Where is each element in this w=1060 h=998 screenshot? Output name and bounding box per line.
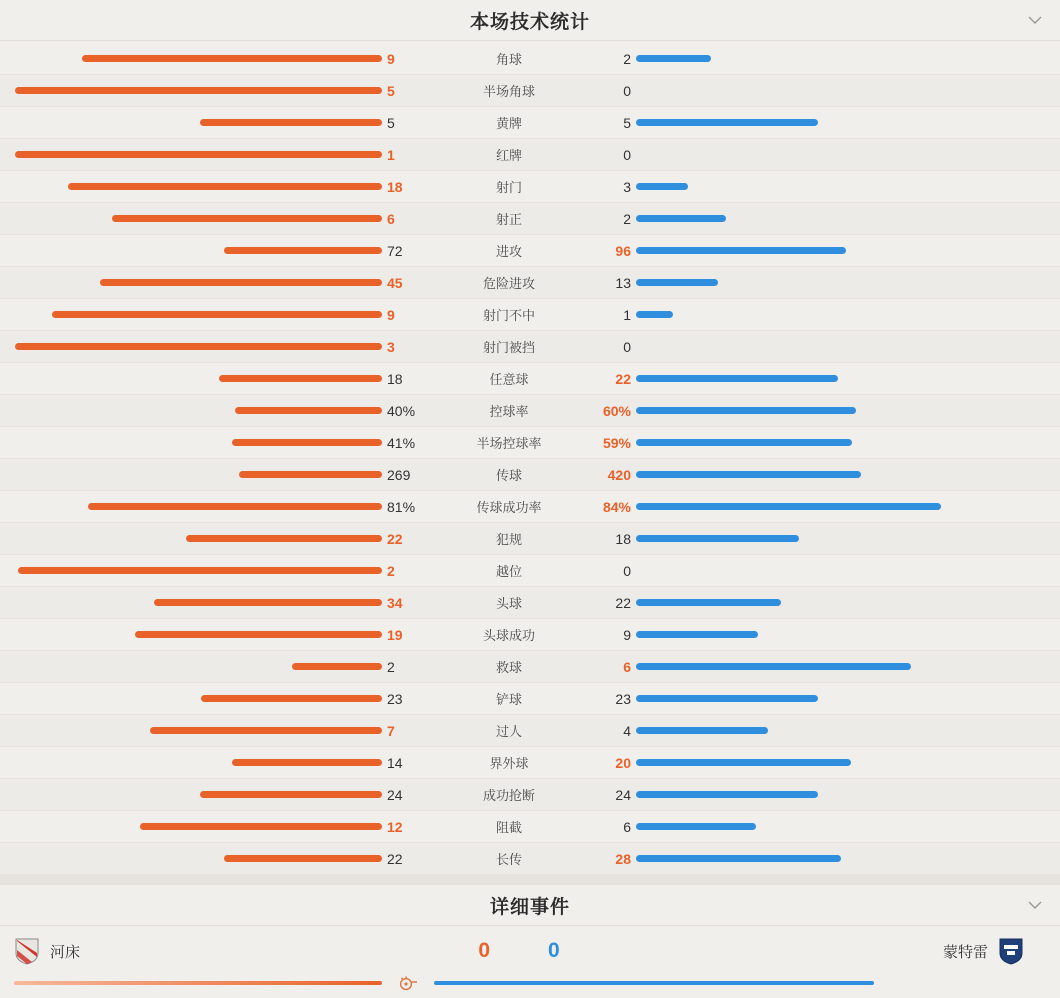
home-bar-cell — [0, 695, 382, 702]
stat-label: 铲球 — [495, 692, 522, 707]
home-value: 45 — [387, 274, 403, 291]
home-value: 19 — [387, 626, 403, 643]
stat-label: 红牌 — [495, 148, 522, 163]
home-bar-cell — [0, 471, 382, 478]
stat-row — [0, 43, 1060, 75]
away-value: 6 — [623, 818, 631, 835]
away-bar-cell — [636, 247, 1060, 254]
stat-row — [0, 299, 1060, 331]
home-bar-cell — [0, 567, 382, 574]
away-value: 28 — [615, 850, 631, 867]
away-bar — [636, 407, 856, 414]
stat-label: 头球成功 — [482, 628, 535, 643]
away-team[interactable] — [594, 937, 1024, 965]
home-bar — [154, 599, 382, 606]
home-bar — [201, 695, 382, 702]
away-bar-cell — [636, 631, 1060, 638]
home-value: 34 — [387, 594, 403, 611]
home-bar-cell — [0, 87, 382, 94]
home-bar — [52, 311, 382, 318]
away-bar — [636, 791, 818, 798]
away-bar-cell — [636, 375, 1060, 382]
home-bar — [224, 247, 382, 254]
stat-label: 越位 — [495, 564, 522, 579]
away-value: 18 — [615, 530, 631, 547]
away-bar — [636, 759, 851, 766]
away-value: 96 — [615, 242, 631, 259]
home-bar-cell — [0, 407, 382, 414]
stat-row — [0, 203, 1060, 235]
home-value: 5 — [387, 114, 395, 131]
away-value: 20 — [615, 754, 631, 771]
away-bar-cell — [636, 727, 1060, 734]
stat-row — [0, 715, 1060, 747]
home-value: 7 — [387, 722, 395, 739]
stat-row — [0, 75, 1060, 107]
away-bar — [636, 375, 838, 382]
stat-label: 射门 — [495, 180, 522, 195]
home-value: 1 — [387, 146, 395, 163]
away-value: 24 — [615, 786, 631, 803]
home-value: 24 — [387, 786, 403, 803]
away-bar — [636, 599, 781, 606]
home-bar-cell — [0, 183, 382, 190]
home-bar-cell — [0, 535, 382, 542]
stat-row — [0, 363, 1060, 395]
stat-label: 救球 — [495, 660, 522, 675]
away-bar-cell — [636, 407, 1060, 414]
home-bar — [135, 631, 382, 638]
away-bar — [636, 119, 818, 126]
page-title: 本场技术统计 — [469, 11, 590, 33]
stat-label: 犯规 — [495, 532, 522, 547]
home-bar — [100, 279, 382, 286]
home-value: 14 — [387, 754, 403, 771]
away-bar-cell — [636, 439, 1060, 446]
away-bar — [636, 535, 799, 542]
chevron-down-icon[interactable] — [1026, 11, 1044, 29]
home-bar-cell — [0, 375, 382, 382]
away-bar — [636, 631, 758, 638]
away-bar-cell — [636, 855, 1060, 862]
home-bar-cell — [0, 279, 382, 286]
away-value: 0 — [623, 82, 631, 99]
stat-row — [0, 171, 1060, 203]
home-bar — [18, 567, 382, 574]
home-bar-cell — [0, 119, 382, 126]
home-bar — [186, 535, 382, 542]
home-bar — [219, 375, 382, 382]
home-bar-cell — [0, 439, 382, 446]
home-bar-cell — [0, 503, 382, 510]
stat-label: 头球 — [495, 596, 522, 611]
home-bar-cell — [0, 823, 382, 830]
home-bar-cell — [0, 343, 382, 350]
stat-label: 角球 — [495, 52, 522, 67]
away-bar — [636, 215, 726, 222]
whistle-icon — [382, 973, 434, 993]
home-value: 18 — [387, 178, 403, 195]
stat-row — [0, 523, 1060, 555]
home-bar — [82, 55, 382, 62]
stat-row — [0, 619, 1060, 651]
match-score-footer — [0, 926, 1060, 998]
home-team-name: 河床 — [50, 943, 81, 961]
away-bar — [636, 503, 941, 510]
away-value: 0 — [623, 146, 631, 163]
home-value: 6 — [387, 210, 395, 227]
stat-row — [0, 427, 1060, 459]
away-value: 1 — [623, 306, 631, 323]
score-row — [0, 926, 1060, 976]
home-bar-cell — [0, 599, 382, 606]
away-value: 5 — [623, 114, 631, 131]
home-bar — [15, 343, 382, 350]
home-bar — [232, 759, 382, 766]
stat-label: 危险进攻 — [482, 276, 535, 291]
away-bar-cell — [636, 695, 1060, 702]
stat-row — [0, 747, 1060, 779]
away-bar-cell — [636, 343, 1060, 350]
stat-label: 半场角球 — [482, 84, 535, 99]
stat-row — [0, 555, 1060, 587]
home-bar — [88, 503, 382, 510]
stat-label: 进攻 — [495, 244, 522, 259]
away-value: 84% — [602, 498, 631, 515]
away-bar-cell — [636, 759, 1060, 766]
stat-row — [0, 459, 1060, 491]
away-bar — [636, 183, 688, 190]
away-bar-cell — [636, 791, 1060, 798]
section-divider — [0, 875, 1060, 885]
stat-label: 成功抢断 — [482, 788, 535, 803]
away-value: 22 — [615, 370, 631, 387]
stat-row — [0, 651, 1060, 683]
away-bar — [636, 727, 768, 734]
home-team[interactable] — [14, 937, 444, 965]
home-value: 2 — [387, 658, 395, 675]
away-bar — [636, 247, 846, 254]
home-possession-bar — [14, 981, 382, 985]
away-bar — [636, 471, 861, 478]
stat-row — [0, 267, 1060, 299]
home-value: 9 — [387, 50, 395, 67]
home-value: 22 — [387, 850, 403, 867]
stat-row — [0, 235, 1060, 267]
away-bar — [636, 311, 673, 318]
home-bar — [15, 151, 382, 158]
away-bar — [636, 279, 718, 286]
away-bar — [636, 55, 711, 62]
stat-row — [0, 139, 1060, 171]
home-bar — [150, 727, 382, 734]
stat-label: 长传 — [495, 852, 522, 867]
away-value: 2 — [623, 50, 631, 67]
away-score: 0 — [548, 939, 560, 962]
home-value: 269 — [387, 466, 411, 483]
away-value: 13 — [615, 274, 631, 291]
home-value: 41% — [387, 434, 416, 451]
home-bar-cell — [0, 215, 382, 222]
stat-label: 半场控球率 — [476, 436, 542, 451]
home-bar — [224, 855, 382, 862]
home-bar-cell — [0, 247, 382, 254]
home-bar — [292, 663, 382, 670]
home-score: 0 — [478, 939, 490, 962]
home-bar — [112, 215, 382, 222]
home-bar-cell — [0, 727, 382, 734]
home-value: 23 — [387, 690, 403, 707]
away-bar-cell — [636, 823, 1060, 830]
stats-list — [0, 41, 1060, 875]
away-value: 0 — [623, 562, 631, 579]
away-bar-cell — [636, 535, 1060, 542]
home-bar-cell — [0, 631, 382, 638]
chevron-down-icon[interactable] — [1026, 896, 1044, 914]
stat-label: 过人 — [495, 724, 522, 739]
away-value: 9 — [623, 626, 631, 643]
stats-panel-header[interactable] — [0, 0, 1060, 41]
away-bar-cell — [636, 151, 1060, 158]
stat-label: 传球成功率 — [476, 500, 542, 515]
stat-label: 界外球 — [489, 756, 529, 771]
away-bar-cell — [636, 183, 1060, 190]
home-value: 2 — [387, 562, 395, 579]
away-bar-cell — [636, 279, 1060, 286]
away-bar-cell — [636, 87, 1060, 94]
away-bar-cell — [636, 471, 1060, 478]
stat-label: 射门不中 — [482, 308, 535, 323]
home-bar — [15, 87, 382, 94]
stat-row — [0, 587, 1060, 619]
home-value: 9 — [387, 306, 395, 323]
away-value: 420 — [607, 466, 631, 483]
stat-row — [0, 683, 1060, 715]
away-bar — [636, 695, 818, 702]
away-value: 2 — [623, 210, 631, 227]
events-panel-header[interactable] — [0, 885, 1060, 926]
home-bar-cell — [0, 55, 382, 62]
away-team-crest-icon — [998, 937, 1024, 965]
stat-label: 黄牌 — [495, 116, 522, 131]
home-bar — [235, 407, 382, 414]
stat-label: 射正 — [495, 212, 522, 227]
home-bar-cell — [0, 759, 382, 766]
home-value: 72 — [387, 242, 403, 259]
stat-label: 传球 — [495, 468, 522, 483]
home-value: 18 — [387, 370, 403, 387]
stat-row — [0, 843, 1060, 875]
stat-label: 射门被挡 — [482, 340, 535, 355]
away-value: 22 — [615, 594, 631, 611]
away-bar-cell — [636, 311, 1060, 318]
home-value: 81% — [387, 498, 416, 515]
away-value: 60% — [602, 402, 631, 419]
events-title: 详细事件 — [489, 896, 570, 918]
home-bar-cell — [0, 311, 382, 318]
away-bar-cell — [636, 119, 1060, 126]
away-team-name: 蒙特雷 — [942, 943, 988, 961]
home-bar-cell — [0, 663, 382, 670]
stat-row — [0, 779, 1060, 811]
stat-row — [0, 331, 1060, 363]
stat-row — [0, 491, 1060, 523]
home-bar — [68, 183, 382, 190]
stat-label: 控球率 — [489, 404, 529, 419]
away-bar — [636, 855, 841, 862]
away-value: 4 — [623, 722, 631, 739]
stat-row — [0, 395, 1060, 427]
away-value: 6 — [623, 658, 631, 675]
away-bar-cell — [636, 215, 1060, 222]
away-bar-cell — [636, 503, 1060, 510]
away-bar — [636, 663, 911, 670]
away-bar-cell — [636, 599, 1060, 606]
away-value: 0 — [623, 338, 631, 355]
away-bar-cell — [636, 567, 1060, 574]
away-bar — [636, 439, 852, 446]
home-bar — [200, 119, 382, 126]
home-value: 3 — [387, 338, 395, 355]
home-value: 12 — [387, 818, 403, 835]
home-bar — [239, 471, 382, 478]
away-value: 59% — [602, 434, 631, 451]
stat-label: 阻截 — [495, 820, 522, 835]
home-value: 5 — [387, 82, 395, 99]
home-bar-cell — [0, 151, 382, 158]
home-team-crest-icon — [14, 937, 40, 965]
away-bar-cell — [636, 663, 1060, 670]
away-bar — [636, 823, 756, 830]
stat-label: 任意球 — [489, 372, 529, 387]
home-bar — [232, 439, 382, 446]
home-bar-cell — [0, 855, 382, 862]
away-value: 23 — [615, 690, 631, 707]
home-value: 22 — [387, 530, 403, 547]
away-possession-bar — [434, 981, 874, 985]
home-bar — [200, 791, 382, 798]
home-bar-cell — [0, 791, 382, 798]
away-bar-cell — [636, 55, 1060, 62]
away-value: 3 — [623, 178, 631, 195]
stat-row — [0, 107, 1060, 139]
home-bar — [140, 823, 382, 830]
home-value: 40% — [387, 402, 416, 419]
stat-row — [0, 811, 1060, 843]
possession-bar-row — [0, 976, 1060, 998]
